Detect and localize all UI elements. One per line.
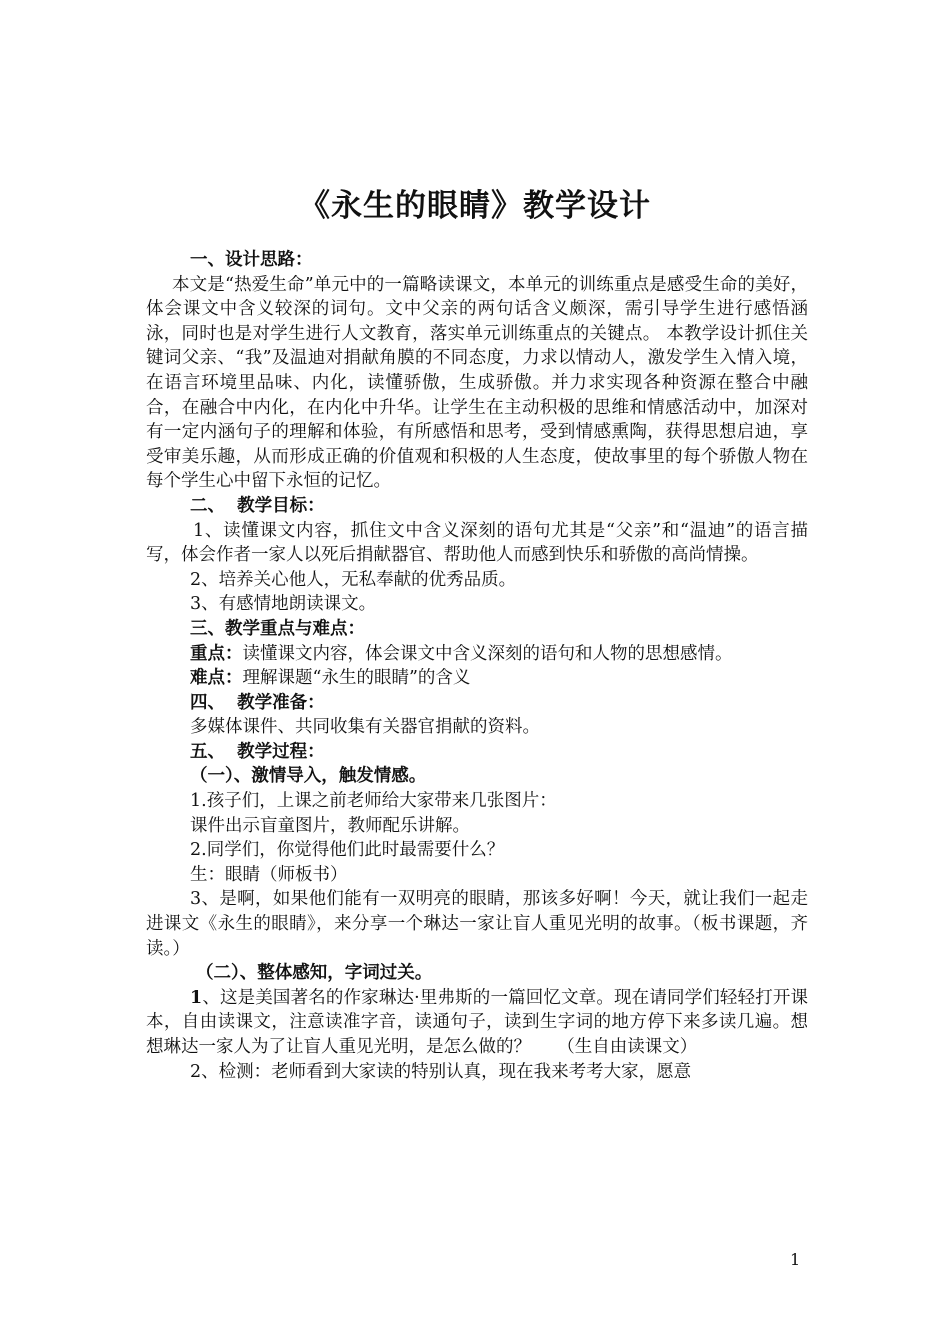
page-number: 1 bbox=[790, 1250, 801, 1269]
process-part2-paragraph1 bbox=[146, 986, 808, 1060]
design-ideas-paragraph: 本文是“热爱生命”单元中的一篇略读课文，本单元的训练重点是感受生命的美好，体会课文中含义较深的词句。文中父亲的两句话含义颇深，需引导学生进行感悟涵泳，同时也是对学生进行人文教育，落实单元训练重点的关键点。 本教学设计抓住关键词父亲、“我”及温迪对捐献角膜的不同态度，力求以情动人，激发学生入情入境，在语言环境里品味、内化，读懂骄傲，生成骄傲。并力求实现各种资源在整合中融合，在融合中内化，在内化中升华。让学生在主动积极的思维和情感活动中，加深对有一定内涵句子的理解和体验，有所感悟和思考，受到情感熏陶，获得思想启迪，享受审美乐趣，从而形成正确的价值观和积极的人生态度，使故事里的每个骄傲人物在每个学生心中留下永恒的记忆。 bbox=[146, 274, 808, 492]
process-part1-line5: 3、是啊，如果他们能有一双明亮的眼睛，那该多好啊！今天，就让我们一起走进课文《永生的眼睛》，来分享一个琳达一家让盲人重见光明的故事。（板书课题，齐读。） bbox=[146, 889, 808, 959]
document-title: 《永生的眼睛》教学设计 bbox=[299, 188, 651, 224]
section-heading-preparation: 四、 教学准备： bbox=[190, 692, 325, 713]
section-heading-teaching-goals: 二、 教学目标： bbox=[190, 495, 325, 516]
section-heading-design-ideas: 一、设计思路： bbox=[190, 250, 313, 270]
document-body bbox=[146, 248, 808, 1084]
process-part2-p1-number: 1 bbox=[190, 987, 203, 1008]
section-heading-key-points: 三、教学重点与难点： bbox=[190, 618, 365, 639]
process-part1-line3: 2.同学们，你觉得他们此时最需要什么？ bbox=[190, 840, 505, 861]
process-part1-heading: （一）、激情导入，触发情感。 bbox=[190, 766, 427, 787]
preparation-text: 多媒体课件、共同收集有关器官捐献的资料。 bbox=[190, 717, 540, 738]
key-point-label: 重点： bbox=[190, 643, 243, 664]
section-heading-teaching-process: 五、 教学过程： bbox=[190, 741, 325, 762]
key-point-text: 读懂课文内容，体会课文中含义深刻的语句和人物的思想感情。 bbox=[242, 643, 733, 664]
process-part1-line4: 生：眼睛（师板书） bbox=[190, 864, 348, 885]
process-part1-line1: 1.孩子们，上课之前老师给大家带来几张图片： bbox=[190, 791, 557, 812]
process-part2-heading: （二）、整体感知，字词过关。 bbox=[196, 963, 433, 984]
teaching-goal-1: 1、读懂课文内容，抓住文中含义深刻的语句尤其是“父亲”和“温迪”的语言描写，体会作者一家人以死后捐献器官、帮助他人而感到快乐和骄傲的高尚情操。 bbox=[146, 520, 808, 566]
key-point-paragraph bbox=[146, 642, 808, 667]
process-part1-line2: 课件出示盲童图片，教师配乐讲解。 bbox=[190, 815, 470, 836]
teaching-goal-2: 2、培养关心他人，无私奉献的优秀品质。 bbox=[190, 569, 517, 590]
difficulty-label: 难点： bbox=[190, 668, 243, 689]
process-part2-p1-text: 、这是美国著名的作家琳达·里弗斯的一篇回忆文章。现在请同学们轻轻打开课本，自由读课文，注意读准字音，读通句子，读到生字词的地方停下来多读几遍。想想琳达一家人为了让盲人重见光明，是怎么做的？ （生自由读课文） bbox=[146, 987, 808, 1057]
teaching-goal-3: 3、有感情地朗读课文。 bbox=[190, 594, 377, 615]
difficulty-paragraph bbox=[146, 666, 808, 691]
process-part2-paragraph2: 2、检测：老师看到大家读的特别认真，现在我来考考大家，愿意 bbox=[190, 1061, 692, 1082]
difficulty-text: 理解课题“永生的眼睛”的含义 bbox=[242, 668, 471, 689]
